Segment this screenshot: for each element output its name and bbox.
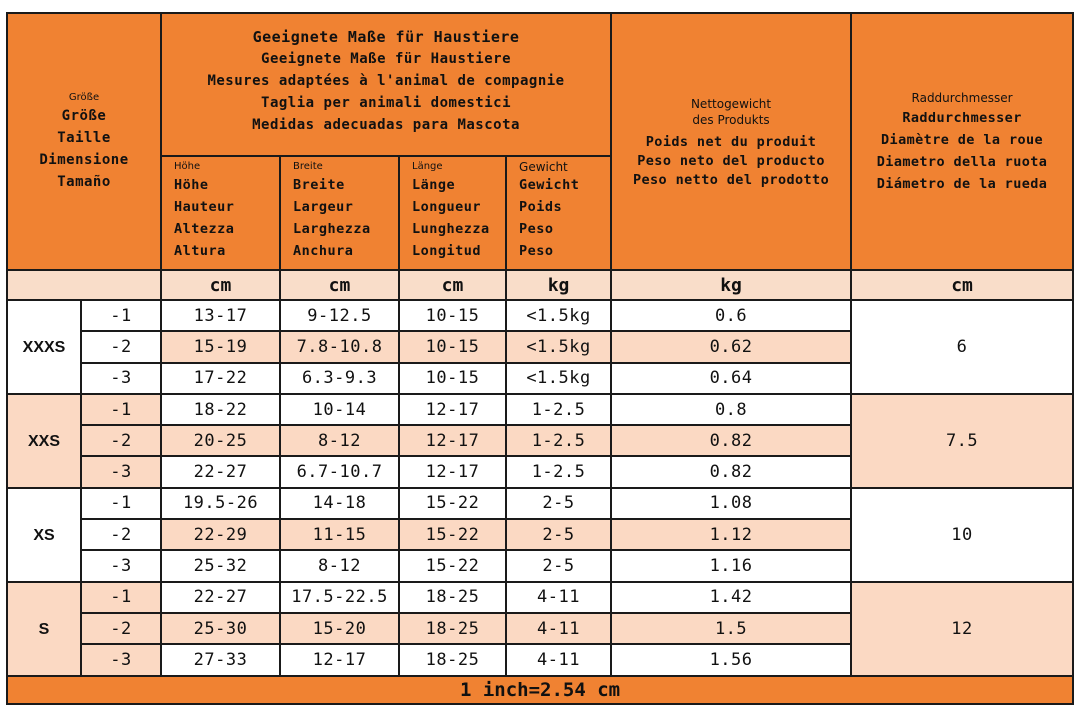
unit-cell: [611, 270, 851, 300]
length-cell: 18-25: [399, 582, 506, 613]
height-cell: 27-33: [161, 644, 280, 675]
length-cell: 12-17: [399, 456, 506, 487]
unit-label: cm: [441, 274, 464, 296]
net-weight-small: Nettogewicht: [690, 97, 772, 111]
variant-cell: -3: [81, 550, 161, 581]
unit-cell: [399, 270, 506, 300]
weight-cell: 1-2.5: [506, 456, 611, 487]
length-header-line: Lunghezza: [412, 221, 490, 237]
unit-label: cm: [209, 274, 232, 296]
width-cell: 7.8-10.8: [280, 331, 399, 362]
height-cell: 17-22: [161, 363, 280, 394]
height-header-line: Altura: [174, 243, 226, 259]
height-header-line: Höhe: [174, 177, 209, 193]
wheel-header-small: Raddurchmesser: [911, 91, 1013, 105]
variant-cell: -2: [81, 613, 161, 644]
weight-cell: <1.5kg: [506, 363, 611, 394]
height-cell: 22-27: [161, 582, 280, 613]
size-header-line: Taille: [57, 129, 111, 146]
size-header-line: Größe: [61, 107, 107, 124]
unit-cell: [161, 270, 280, 300]
width-cell: 10-14: [280, 394, 399, 425]
weight-header: [506, 156, 611, 270]
width-header-line: Largeur: [293, 199, 354, 215]
unit-cell: [851, 270, 1073, 300]
size-header-line: Tamaño: [57, 173, 111, 190]
unit-cell: [280, 270, 399, 300]
weight-cell: 4-11: [506, 613, 611, 644]
pet-measures-line: Geeignete Maße für Haustiere: [252, 28, 520, 46]
width-cell: 12-17: [280, 644, 399, 675]
weight-header-line: Gewicht: [519, 177, 580, 193]
length-header: [399, 156, 506, 270]
unit-label: kg: [547, 274, 570, 296]
size-label: XS: [33, 526, 55, 544]
net-weight-small: des Produkts: [692, 113, 770, 127]
weight-header-line: Peso: [519, 221, 554, 237]
height-header-small: Höhe: [174, 161, 201, 172]
pet-measures-line: Taglia per animali domestici: [261, 95, 512, 111]
wheel-header-line: Raddurchmesser: [902, 110, 1022, 126]
net-weight-cell: 0.82: [611, 456, 851, 487]
size-table: [6, 12, 1074, 705]
width-header-line: Larghezza: [293, 221, 371, 237]
length-cell: 10-15: [399, 331, 506, 362]
size-label: XXXS: [22, 338, 66, 356]
width-cell: 11-15: [280, 519, 399, 550]
weight-cell: 4-11: [506, 582, 611, 613]
size-header: [7, 13, 161, 270]
unit-label: kg: [720, 274, 742, 296]
variant-cell: -2: [81, 519, 161, 550]
width-cell: 15-20: [280, 613, 399, 644]
height-cell: 22-27: [161, 456, 280, 487]
table-row: [7, 582, 1073, 613]
variant-cell: -3: [81, 363, 161, 394]
width-cell: 6.3-9.3: [280, 363, 399, 394]
length-cell: 12-17: [399, 394, 506, 425]
net-weight-cell: 0.6: [611, 300, 851, 331]
wheel-cell: 6: [851, 300, 1073, 394]
weight-header-line: Poids: [519, 199, 563, 215]
net-weight-cell: 1.56: [611, 644, 851, 675]
height-cell: 13-17: [161, 300, 280, 331]
variant-cell: -1: [81, 582, 161, 613]
height-cell: 20-25: [161, 425, 280, 456]
length-header-line: Länge: [412, 177, 456, 193]
size-cell: [7, 488, 81, 582]
unit-row: [7, 270, 1073, 300]
height-header-line: Altezza: [174, 221, 235, 237]
weight-cell: 1-2.5: [506, 425, 611, 456]
net-weight-cell: 1.42: [611, 582, 851, 613]
weight-cell: 4-11: [506, 644, 611, 675]
height-header: [161, 156, 280, 270]
net-weight-cell: 0.62: [611, 331, 851, 362]
wheel-cell: 7.5: [851, 394, 1073, 488]
wheel-cell: 12: [851, 582, 1073, 676]
weight-header-small: Gewicht: [519, 160, 568, 174]
length-cell: 15-22: [399, 519, 506, 550]
variant-cell: -1: [81, 394, 161, 425]
width-header-small: Breite: [293, 161, 323, 172]
pet-measures-header: [161, 13, 611, 156]
net-weight-header: [611, 13, 851, 270]
length-header-small: Länge: [412, 161, 443, 172]
size-cell: [7, 394, 81, 488]
length-cell: 18-25: [399, 613, 506, 644]
net-weight-cell: 1.16: [611, 550, 851, 581]
weight-cell: 2-5: [506, 519, 611, 550]
length-cell: 18-25: [399, 644, 506, 675]
width-header-line: Breite: [293, 177, 345, 193]
weight-cell: <1.5kg: [506, 300, 611, 331]
size-label: XXS: [27, 432, 60, 450]
size-header-small: Größe: [68, 91, 100, 103]
net-weight-line: Poids net du produit: [645, 134, 817, 150]
wheel-header: [851, 13, 1073, 270]
width-cell: 8-12: [280, 425, 399, 456]
variant-cell: -1: [81, 300, 161, 331]
size-label: S: [38, 620, 50, 638]
height-header-line: Hauteur: [174, 199, 235, 215]
size-cell: [7, 300, 81, 394]
size-cell: [7, 582, 81, 676]
size-chart: [6, 12, 1072, 706]
length-header-line: Longitud: [412, 243, 482, 259]
weight-cell: 2-5: [506, 488, 611, 519]
net-weight-cell: 1.08: [611, 488, 851, 519]
height-cell: 19.5-26: [161, 488, 280, 519]
width-cell: 6.7-10.7: [280, 456, 399, 487]
height-cell: 15-19: [161, 331, 280, 362]
variant-cell: -2: [81, 331, 161, 362]
height-cell: 18-22: [161, 394, 280, 425]
table-row: [7, 300, 1073, 331]
net-weight-cell: 0.82: [611, 425, 851, 456]
length-cell: 10-15: [399, 300, 506, 331]
unit-label: cm: [328, 274, 351, 296]
unit-cell: [506, 270, 611, 300]
width-cell: 14-18: [280, 488, 399, 519]
wheel-header-line: Diamètre de la roue: [881, 132, 1044, 148]
length-cell: 15-22: [399, 488, 506, 519]
weight-header-line: Peso: [519, 243, 554, 259]
variant-cell: -3: [81, 456, 161, 487]
length-cell: 10-15: [399, 363, 506, 394]
net-weight-line: Peso neto del producto: [637, 153, 825, 169]
width-cell: 17.5-22.5: [280, 582, 399, 613]
width-header-line: Anchura: [293, 243, 354, 259]
net-weight-cell: 1.5: [611, 613, 851, 644]
net-weight-line: Peso netto del prodotto: [632, 172, 830, 188]
pet-measures-line: Mesures adaptées à l'animal de compagnie: [207, 73, 565, 89]
table-row: [7, 394, 1073, 425]
net-weight-cell: 0.64: [611, 363, 851, 394]
wheel-header-line: Diámetro de la rueda: [876, 176, 1048, 192]
net-weight-cell: 1.12: [611, 519, 851, 550]
net-weight-cell: 0.8: [611, 394, 851, 425]
length-cell: 15-22: [399, 550, 506, 581]
inch-conversion-note: 1 inch=2.54 cm: [7, 676, 1073, 704]
unit-label: cm: [951, 274, 973, 296]
weight-cell: 1-2.5: [506, 394, 611, 425]
unit-spacer: [7, 270, 161, 300]
height-cell: 22-29: [161, 519, 280, 550]
pet-measures-line: Medidas adecuadas para Mascota: [252, 117, 520, 133]
size-header-line: Dimensione: [39, 151, 129, 168]
length-cell: 12-17: [399, 425, 506, 456]
width-header: [280, 156, 399, 270]
variant-cell: -1: [81, 488, 161, 519]
table-row: [7, 488, 1073, 519]
footer-row: [7, 676, 1073, 704]
width-cell: 8-12: [280, 550, 399, 581]
height-cell: 25-30: [161, 613, 280, 644]
wheel-cell: 10: [851, 488, 1073, 582]
width-cell: 9-12.5: [280, 300, 399, 331]
variant-cell: -2: [81, 425, 161, 456]
wheel-header-line: Diametro della ruota: [876, 154, 1048, 170]
height-cell: 25-32: [161, 550, 280, 581]
weight-cell: <1.5kg: [506, 331, 611, 362]
variant-cell: -3: [81, 644, 161, 675]
weight-cell: 2-5: [506, 550, 611, 581]
length-header-line: Longueur: [412, 199, 482, 215]
pet-measures-line: Geeignete Maße für Haustiere: [261, 51, 512, 67]
